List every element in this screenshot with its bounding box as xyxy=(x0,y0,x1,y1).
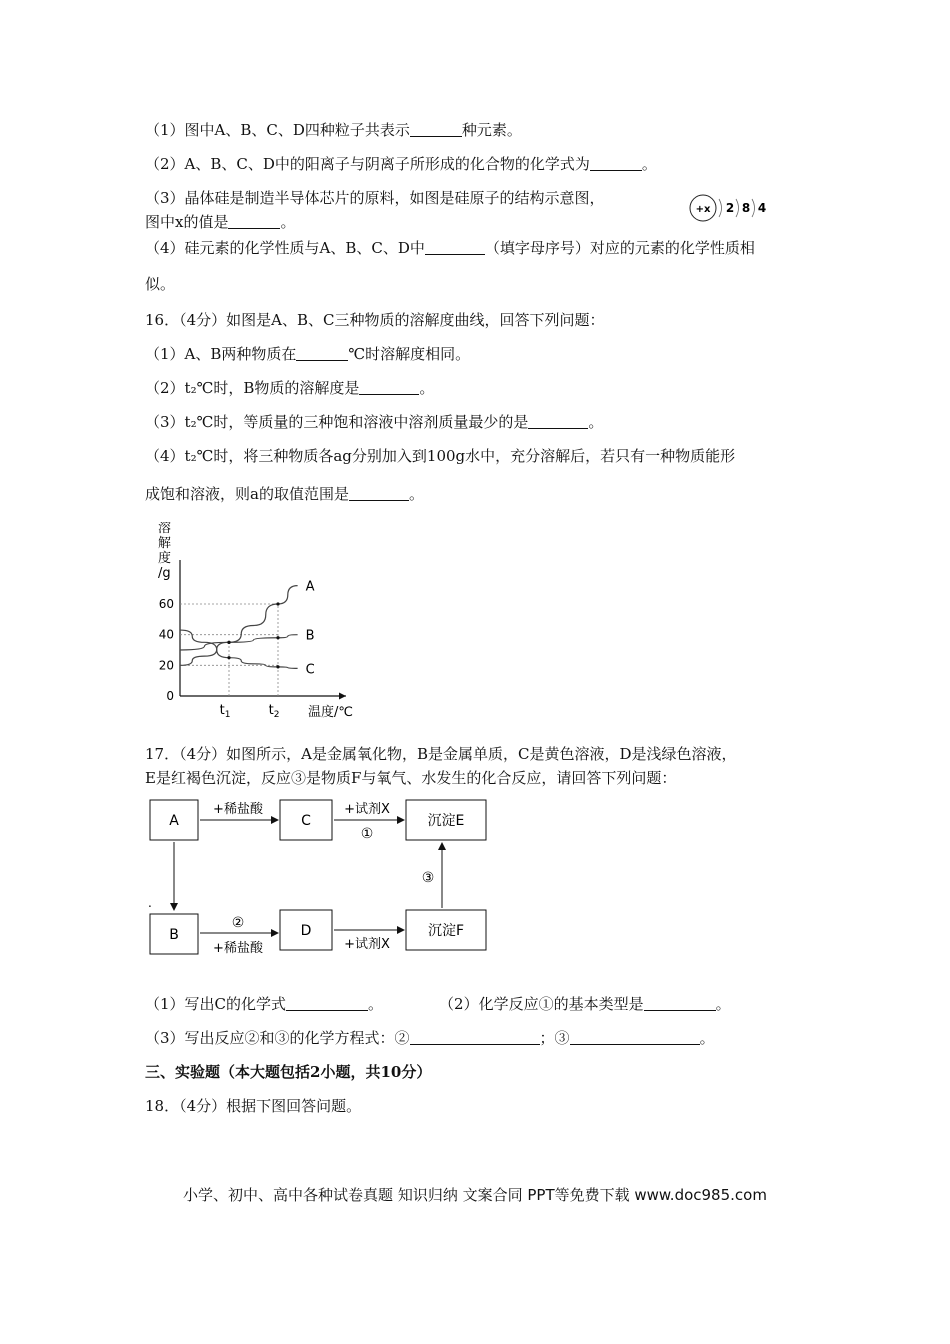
q15-p4-text: （4）硅元素的化学性质与A、B、C、D中 xyxy=(145,239,425,257)
arrow-b-d-label: +稀盐酸 xyxy=(213,941,263,956)
q16-p3-text: （3）t₂℃时，等质量的三种饱和溶液中溶剂质量最少的是 xyxy=(145,413,529,431)
answer-blank[interactable] xyxy=(228,214,280,229)
footer-text: 小学、初中、高中各种试卷真题 知识归纳 文案合同 PPT等免费下载 www.doc985.com xyxy=(183,1186,767,1204)
answer-blank[interactable] xyxy=(359,380,419,395)
q15-p2-text: （2）A、B、C、D中的阳离子与阴离子所形成的化合物的化学式为 xyxy=(145,155,590,173)
series-point-C-t2 xyxy=(276,665,279,668)
x-axis-label: 温度/℃ xyxy=(308,705,353,720)
box-c-label: C xyxy=(301,813,311,829)
stray-dot: . xyxy=(148,896,152,910)
q17-p1-text: （1）写出C的化学式 xyxy=(145,995,287,1013)
q15-part3-line2 xyxy=(145,212,295,232)
section-heading-text: 三、实验题（本大题包括2小题，共10分） xyxy=(145,1063,432,1081)
q17-line2 xyxy=(145,768,676,788)
answer-blank[interactable] xyxy=(570,1030,700,1045)
y-tick-40: 40 xyxy=(158,627,174,642)
shell-electrons-3: 4 xyxy=(757,201,767,215)
q16-p3-tail: 。 xyxy=(588,413,604,431)
answer-blank[interactable] xyxy=(296,346,348,361)
q15-p3b-tail: 。 xyxy=(280,213,296,231)
q16-part2 xyxy=(145,378,434,398)
series-line-A xyxy=(180,586,298,666)
arrow-c-e-number: ① xyxy=(360,826,374,842)
arrow-c-e-label: +试剂X xyxy=(344,802,390,817)
answer-blank[interactable] xyxy=(590,156,642,171)
shell-arc-3 xyxy=(752,199,755,217)
q17-p3-mid: ；③ xyxy=(539,1029,570,1047)
q16-part3 xyxy=(145,412,603,432)
q16-part4 xyxy=(145,446,735,466)
y-axis-label: 溶解度/g xyxy=(158,522,172,581)
q17-p3-text: （3）写出反应②和③的化学方程式：② xyxy=(145,1029,410,1047)
q15-part3-line1 xyxy=(145,188,605,208)
box-b-label: B xyxy=(169,927,179,943)
q17-part1-2 xyxy=(145,994,731,1014)
box-d-label: D xyxy=(300,923,312,939)
silicon-atom-diagram xyxy=(686,192,776,226)
answer-blank[interactable] xyxy=(410,1030,540,1045)
series-label-B: B xyxy=(305,628,315,644)
q16-p4-text: （4）t₂℃时，将三种物质各ag分别加入到100g水中，充分溶解后，若只有一种物质能形 xyxy=(145,447,736,465)
q17-text-2: E是红褐色沉淀，反应③是物质F与氧气、水发生的化合反应，请回答下列问题： xyxy=(145,769,677,787)
q16-p1-text: （1）A、B两种物质在 xyxy=(145,345,297,363)
answer-blank[interactable] xyxy=(286,996,368,1011)
q16-title xyxy=(145,310,604,330)
answer-blank[interactable] xyxy=(410,122,462,137)
q16-title-text: 16．（4分）如图是A、B、C三种物质的溶解度曲线，回答下列问题： xyxy=(145,311,605,329)
shell-electrons-2: 8 xyxy=(741,201,751,215)
q16-part1 xyxy=(145,344,470,364)
y-tick-60: 60 xyxy=(158,597,174,611)
chart-ticks xyxy=(159,597,280,720)
series-label-A: A xyxy=(305,579,315,595)
q15-p1-tail: 种元素。 xyxy=(461,121,522,139)
q15-part1 xyxy=(145,120,522,140)
series-point-C-t1 xyxy=(227,656,230,659)
q17-text-1: 17．（4分）如图所示，A是金属氧化物，B是金属单质，C是黄色溶液，D是浅绿色溶液， xyxy=(145,745,737,763)
q17-p3-tail: 。 xyxy=(699,1029,715,1047)
x-tick-t1: $t_1$ xyxy=(219,703,231,720)
y-tick-0: 0 xyxy=(166,689,174,703)
x-axis-arrow xyxy=(339,693,346,700)
series-line-B xyxy=(180,635,298,650)
x-tick-t2: $t_2$ xyxy=(268,703,280,720)
section-heading xyxy=(145,1062,431,1082)
solubility-chart xyxy=(150,522,380,722)
q15-p2-tail: 。 xyxy=(641,155,657,173)
q15-p3b-text: 图中x的值是 xyxy=(145,213,229,231)
q16-p2-text: （2）t₂℃时，B物质的溶解度是 xyxy=(145,379,360,397)
shell-arc-2 xyxy=(736,199,739,217)
q17-part3 xyxy=(145,1028,715,1048)
q18-title xyxy=(145,1096,361,1116)
q15-p3-text: （3）晶体硅是制造半导体芯片的原料，如图是硅原子的结构示意图， xyxy=(145,189,605,207)
box-a-label: A xyxy=(169,813,179,829)
q18-title-text: 18．（4分）根据下图回答问题。 xyxy=(145,1097,362,1115)
reaction-flow-diagram xyxy=(140,790,500,960)
y-tick-20: 20 xyxy=(158,658,174,673)
answer-blank[interactable] xyxy=(644,996,716,1011)
page-footer xyxy=(0,1184,950,1205)
series-label-C: C xyxy=(305,662,315,678)
q17-p2-text: （2）化学反应①的基本类型是 xyxy=(439,995,644,1013)
q15-part4-cont xyxy=(145,274,175,294)
shell-electrons-1: 2 xyxy=(725,201,735,215)
q16-p4b-text: 成饱和溶液，则a的取值范围是 xyxy=(145,485,349,503)
box-f-label: 沉淀F xyxy=(427,923,465,939)
answer-blank[interactable] xyxy=(425,240,485,255)
arrow-b-d-number: ② xyxy=(231,915,245,931)
series-point-B-t2 xyxy=(276,636,279,639)
q16-p4b-tail: 。 xyxy=(408,485,424,503)
series-point-B-t1 xyxy=(227,641,230,644)
q16-part4-cont xyxy=(145,484,424,504)
q17-p2-tail: 。 xyxy=(715,995,731,1013)
q15-p4b-text: 似。 xyxy=(145,275,176,293)
arrow-a-c-label: +稀盐酸 xyxy=(213,802,263,817)
nucleus-charge: +x xyxy=(695,204,711,215)
arrow-d-f-label: +试剂X xyxy=(344,937,390,952)
answer-blank[interactable] xyxy=(528,414,588,429)
answer-blank[interactable] xyxy=(349,486,409,501)
q15-part2 xyxy=(145,154,657,174)
series-point-A-t2 xyxy=(276,602,279,605)
shell-arc-1 xyxy=(719,199,722,217)
q15-p1-text: （1）图中A、B、C、D四种粒子共表示 xyxy=(145,121,410,139)
arrow-f-e-number: ③ xyxy=(421,870,435,886)
q17-p1-tail: 。 xyxy=(368,995,384,1013)
q15-p4-tail: （填字母序号）对应的元素的化学性质相 xyxy=(484,239,755,257)
q17-line1 xyxy=(145,744,737,764)
q16-p2-tail: 。 xyxy=(419,379,435,397)
box-e-label: 沉淀E xyxy=(427,813,465,829)
q15-part4 xyxy=(145,238,755,258)
chart-axes xyxy=(180,560,346,700)
chart-series xyxy=(180,580,315,678)
q16-p1-tail: ℃时溶解度相同。 xyxy=(348,345,471,363)
